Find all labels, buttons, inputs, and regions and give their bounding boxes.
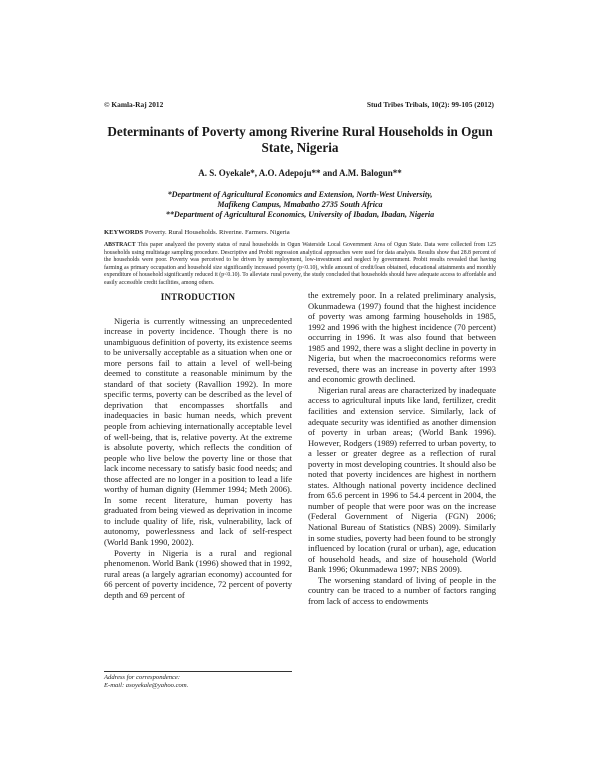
abstract: [104, 242, 496, 288]
body-column-right: [308, 290, 496, 606]
author-list: A. S. Oyekale*, A.O. Adepoju** and A.M. Balogun**: [198, 168, 402, 178]
body-paragraph: the extremely poor. In a related preliminary analysis, Okunmadewa (1997) found that the highest incidence of poverty was among farming households in 1985, 1992 and 1996 with the highest incidence (70 percent) occurring in 1996. It was also found that between 1985 and 1992, there was a slight decline in poverty in Nigeria, but when the macroeconomics reforms were reversed, there was an increase in poverty after 1993 and economic growth declined.: [308, 290, 496, 385]
body-paragraph: Nigerian rural areas are characterized by inadequate access to agricultural inputs like land, fertilizer, credit facilities and extension service. Similarly, lack of adequate security was identified as another dimension of poverty in urban areas; (World Bank 1996). However, Rodgers (1989) referred to urban poverty, to a lesser or greater degree as a reflection of rural poverty in most developing countries. It should also be noted that poverty incidences are highest in northern states. Although national poverty incidence declined from 65.6 percent in 1996 to 54.4 percent in 2004, the number of people that were poor was on the increase (Federal Government of Nigeria (FGN) 2006; National Bureau of Statistics (NBS) 2009). Similarly in some studies, poverty had been found to be strongly influenced by location (rural or urban), age, education of household heads, and size of household (World Bank 1996; Okunmadewa 1997; NBS 2009).: [308, 384, 496, 575]
body-paragraph: Nigeria is currently witnessing an unprecedented increase in poverty incidence. Though there is no unambiguous definition of poverty, its existence seems to be universally acceptable as a situation when one or more persons fail to attain a level of well-being deemed to constitute a reasonable minimum by the standard of that society (Ravallion 1992). In more specific terms, poverty can be described as the level of deprivation that encompasses shortfalls and inadequacies in basic human needs, which prevent people from achieving internationally acceptable level of well-being, that is, relative poverty. At the extreme is absolute poverty, which reflects the condition of people who live below the poverty line or those that lack income necessary to satisfy basic food needs; and those affected are no longer in a position to lead a life worthy of human dignity (Hemmer 1994; Meth 2006). In some recent literature, human poverty has graduated from being viewed as deprivation in income to include quality of life, risk, vulnerability, lack of autonomy, powerlessness and lack of self-respect (World Bank 1990, 2002).: [104, 315, 292, 548]
keywords-label: KEYWORDS: [104, 229, 144, 236]
paper-title: Determinants of Poverty among Riverine Rural Households in Ogun State, Nigeria: [107, 124, 493, 155]
correspondence-label: Address for correspondence:: [104, 674, 181, 681]
body-paragraph: Poverty in Nigeria is a rural and regional phenomenon. World Bank (1996) showed that in 1992, rural areas (a largely agrarian economy) accounted for 66 percent of poverty incidence, 72 percent of poverty depth and 69 percent of: [104, 547, 292, 600]
body-column-left: [104, 292, 292, 600]
journal-citation: Stud Tribes Tribals, 10(2): 99-105 (2012): [366, 100, 494, 109]
abstract-label: ABSTRACT: [104, 242, 136, 248]
abstract-text: This paper analyzed the poverty status of rural households in Ogun Waterside Local Government Area of Ogun State. Data were collected from 125 households using multistage sampling procedure. Descriptive and Probit regression analytical approaches were used for data analysis. Results show that 28.8 percent of the households were poor. Poverty was perceived to be driven by unemployment, low-investment and neglect by government. Probit results revealed that having farming as primary occupation and household size significantly increased poverty (p<0.10), while amount of credit/loan obtained, educational attainments and monthly expenditure of household significantly reduced it (p<0.10). To alleviate rural poverty, the study concluded that households should have adequate access to affordable and easily accessible credit facilities, among others.: [104, 242, 496, 286]
affiliation-line: Mafikeng Campus, Mmabatho 2735 South Africa: [217, 200, 383, 209]
keywords: [104, 229, 496, 236]
affiliations: [104, 190, 496, 220]
body-paragraph: The worsening standard of living of people in the country can be traced to a number of factors ranging from lack of access to endowments: [308, 574, 496, 606]
affiliation-line: *Department of Agricultural Economics and Extension, North-West University,: [167, 190, 433, 199]
keywords-text: Poverty. Rural Households. Riverine. Farmers. Nigeria: [144, 229, 290, 236]
copyright-line: © Kamla-Raj 2012: [104, 100, 164, 109]
correspondence-footnote: [104, 671, 292, 690]
affiliation-line: **Department of Agricultural Economics, University of Ibadan, Ibadan, Nigeria: [165, 210, 435, 219]
section-heading: INTRODUCTION: [160, 292, 236, 302]
correspondence-email: E-mail: asoyekale@yahoo.com.: [104, 682, 189, 689]
